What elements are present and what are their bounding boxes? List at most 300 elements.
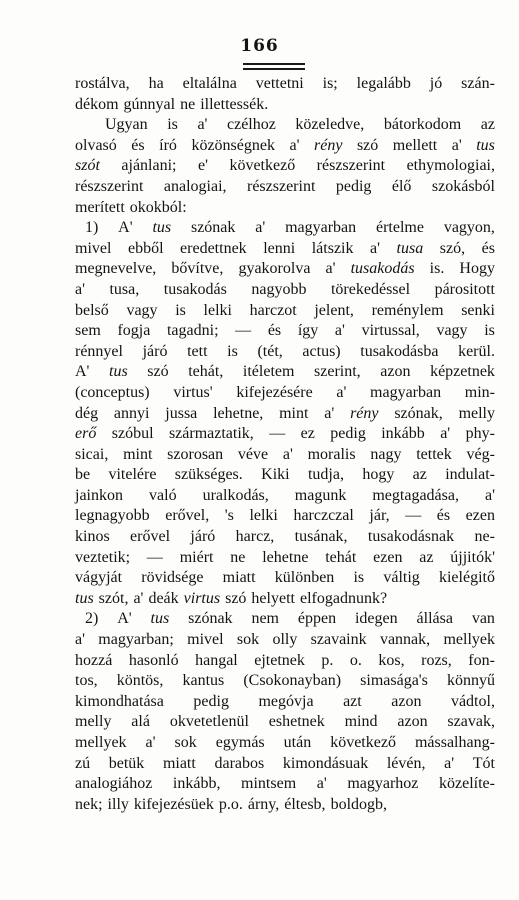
word: értelme — [376, 219, 424, 237]
word: egymás — [215, 734, 265, 751]
word: a' — [334, 322, 345, 340]
word: magunk — [294, 486, 347, 504]
word: közönségnek — [191, 136, 275, 154]
word: azon — [380, 363, 411, 381]
word: vagy — [436, 322, 468, 340]
word: illy — [107, 795, 129, 813]
word: rénnyel — [75, 342, 123, 360]
word: kimondhatása — [75, 692, 164, 710]
word: ajánlani; — [121, 157, 177, 175]
text-line — [75, 362, 495, 383]
word: bátorkodom — [383, 116, 462, 134]
word: phy- — [465, 425, 495, 443]
word: árny, — [247, 795, 280, 813]
word: mivel — [75, 239, 112, 257]
word: hangal — [195, 651, 238, 669]
word: megnevelve, — [75, 260, 157, 278]
word: tettek — [416, 445, 452, 463]
text-line — [75, 136, 495, 157]
word: és — [481, 239, 495, 257]
word: lehetne, — [213, 404, 264, 422]
word: pedig — [193, 692, 229, 710]
word: a' — [197, 116, 208, 134]
word: szónak — [188, 610, 233, 628]
word: is — [227, 342, 238, 360]
word: képzetnek — [430, 363, 495, 381]
word: könnyű — [446, 672, 495, 690]
word: moralis — [307, 445, 356, 463]
word: sem — [75, 322, 101, 340]
word: mellett — [392, 136, 438, 154]
word: belső — [75, 301, 109, 319]
text-line — [75, 527, 495, 548]
word: és — [131, 136, 145, 154]
word: tusának, — [294, 528, 348, 546]
word: 1) — [85, 219, 99, 237]
word: véve — [237, 445, 269, 463]
word: vágyját — [75, 569, 123, 587]
word: mint — [279, 404, 309, 422]
text-line — [75, 733, 495, 754]
word: azon — [391, 692, 422, 710]
word: a' — [145, 734, 156, 751]
text-line — [75, 692, 495, 713]
word: szó — [225, 589, 247, 607]
word: a' — [316, 775, 327, 793]
word: járó — [190, 528, 216, 546]
word: kinos — [75, 528, 110, 546]
text-line — [75, 301, 495, 322]
word: vagyon, — [443, 219, 495, 237]
word: lévén, — [386, 754, 426, 772]
word: uralkodás, — [202, 486, 269, 504]
word: reménylem — [371, 301, 444, 319]
word: (tét, — [257, 342, 283, 360]
word: itéletem — [242, 363, 295, 381]
text-line — [75, 548, 495, 569]
text-line — [75, 115, 495, 136]
word: pedig — [330, 425, 366, 443]
word: nem — [251, 610, 279, 628]
word: eshetnek — [268, 713, 325, 731]
word: harczczal — [293, 507, 354, 525]
header-rule-bottom — [243, 68, 305, 70]
text-line — [75, 651, 495, 672]
word: különben — [274, 569, 335, 587]
text-line — [75, 754, 495, 775]
text-line — [75, 774, 495, 795]
word: ebből — [127, 239, 164, 257]
word: tus — [150, 610, 170, 628]
word: miatt — [162, 754, 196, 772]
word: megtagadása, — [372, 486, 459, 504]
word: után — [283, 734, 312, 751]
word: tusakodásba — [360, 342, 439, 360]
word: rény — [313, 136, 343, 154]
word: kifejezésüek — [133, 795, 214, 813]
word: virtussal, — [361, 322, 420, 340]
word: mint — [123, 445, 153, 463]
word: törekedéssel — [330, 280, 411, 298]
word: melly — [75, 713, 112, 731]
text-line — [75, 712, 495, 733]
word: kielégitő — [438, 569, 495, 587]
word: tusa — [396, 239, 424, 257]
word: Tót — [472, 754, 495, 772]
word: szó, — [439, 239, 466, 257]
word: kantus — [182, 672, 225, 690]
word: miért — [179, 548, 214, 566]
word: tehát — [325, 548, 357, 566]
word: is — [175, 301, 186, 319]
word: a' — [75, 280, 85, 298]
word: veztetik; — [75, 548, 131, 566]
word: mintsem — [241, 775, 297, 793]
text-line — [75, 177, 495, 198]
word: erővel, — [165, 507, 210, 525]
word: vannak, — [379, 631, 431, 649]
word: pedig — [335, 177, 372, 195]
word: senki — [461, 301, 495, 319]
word: legnagyobb — [75, 507, 150, 525]
word: tusa, — [109, 280, 140, 298]
word: szavak, — [447, 713, 495, 731]
word: ne — [230, 548, 246, 566]
word: közelíte- — [438, 775, 495, 793]
word: sok — [236, 631, 260, 649]
text-line — [75, 795, 495, 816]
word: szóbul — [111, 425, 154, 443]
word: részszerint — [246, 177, 316, 195]
word: tett — [187, 342, 208, 360]
word: simasága's — [360, 672, 428, 690]
word: kerül. — [458, 342, 495, 360]
word: látszik — [311, 239, 354, 257]
word: gyakorolva — [238, 260, 311, 278]
word: — — [405, 507, 422, 525]
word: ne- — [474, 528, 495, 546]
word: szerint, — [314, 363, 361, 381]
text-line — [75, 280, 495, 301]
word: boldogb, — [330, 795, 388, 813]
word: ne — [180, 95, 196, 113]
word: tusakodás — [163, 280, 227, 298]
word: dég — [75, 404, 99, 422]
word: tusakodásnak — [367, 528, 455, 546]
word: legalább — [356, 75, 411, 92]
word: A' — [117, 610, 132, 628]
word: olvasó — [75, 136, 117, 154]
word: eredettnek — [180, 239, 247, 257]
word: is — [484, 322, 495, 340]
word: tus — [152, 219, 172, 237]
word: fogja — [117, 322, 151, 340]
word: tudja, — [307, 466, 344, 484]
word: o. — [349, 651, 362, 669]
text-line — [75, 74, 495, 95]
text-line — [75, 383, 495, 404]
word: mivel — [187, 631, 224, 649]
word: újjitók' — [450, 548, 495, 566]
word: a' — [325, 260, 336, 278]
word: kimondásuak — [282, 754, 369, 772]
word: eltalálna — [182, 75, 237, 92]
word: lenni — [263, 239, 296, 257]
word: olly — [272, 631, 298, 649]
word: nek; — [75, 795, 103, 813]
word: harczot — [249, 301, 297, 319]
word: erővel — [130, 528, 171, 546]
word: tus — [75, 589, 94, 607]
word: azt — [343, 692, 362, 710]
word: az — [419, 548, 434, 566]
text-line — [75, 198, 495, 219]
word: a' — [444, 754, 455, 772]
text-line — [75, 342, 495, 363]
word: vettetni — [255, 75, 304, 92]
word: 2) — [85, 610, 99, 628]
word: kos, — [378, 651, 405, 669]
word: ez — [300, 425, 315, 443]
word: jár, — [369, 507, 390, 525]
word: párositott — [434, 280, 495, 298]
word: tus — [476, 136, 495, 154]
word: járó — [142, 342, 168, 360]
word: is; — [322, 75, 338, 92]
word: szorosan — [167, 445, 224, 463]
word: miatt — [222, 569, 256, 587]
word: szót — [75, 157, 100, 175]
text-line — [75, 465, 495, 486]
text-line — [75, 218, 495, 239]
word: sicai, — [75, 445, 109, 463]
word: a' — [133, 589, 144, 607]
page-number: 166 — [240, 36, 279, 56]
word: Ugyan — [105, 116, 148, 134]
word: indulat- — [445, 466, 495, 484]
word: okokból: — [129, 198, 187, 216]
text-line — [75, 609, 495, 630]
word: A' — [75, 363, 90, 381]
word: állása — [416, 610, 453, 628]
word: betük — [108, 754, 145, 772]
word: nagyobb — [251, 280, 307, 298]
word: — — [146, 548, 163, 566]
text-line — [75, 445, 495, 466]
text-line — [75, 486, 495, 507]
word: actus) — [302, 342, 341, 360]
word: mind — [344, 713, 378, 731]
word: megóvja — [258, 692, 314, 710]
text-line — [75, 568, 495, 589]
word: darabos — [214, 754, 265, 772]
word: rozs, — [421, 651, 452, 669]
word: ezen — [373, 548, 403, 566]
word: a' — [289, 136, 300, 154]
word: (Csokonayban) — [243, 672, 342, 690]
word: melly — [458, 404, 495, 422]
word: virtus' — [173, 383, 213, 401]
text-line — [75, 239, 495, 260]
word: mellyek — [75, 734, 127, 751]
word: lelki — [203, 301, 232, 319]
text-line — [75, 671, 495, 692]
word: illettessék. — [200, 95, 269, 113]
text-line — [75, 424, 495, 445]
word: élő — [391, 177, 412, 195]
word: min- — [464, 383, 495, 401]
text-line — [75, 630, 495, 651]
word: a' — [255, 219, 266, 237]
word: Kiki — [261, 466, 290, 484]
header-rule-top — [243, 63, 305, 65]
word: be — [75, 466, 91, 484]
word: az — [412, 466, 427, 484]
word: bővítve, — [171, 260, 224, 278]
word: p.o. — [218, 795, 243, 813]
word: következő — [330, 734, 396, 751]
word: hasonló — [128, 651, 179, 669]
word: analogiai, — [163, 177, 227, 195]
word: való — [149, 486, 177, 504]
text-line — [75, 321, 495, 342]
word: a' — [75, 631, 85, 649]
word: magyarhoz — [347, 775, 419, 793]
word: lelki — [249, 507, 278, 525]
word: tus — [109, 363, 128, 381]
word: vitelére — [108, 466, 157, 484]
word: jelent, — [314, 301, 354, 319]
word: inkább, — [172, 775, 221, 793]
word: vagy — [126, 301, 158, 319]
word: — — [235, 322, 252, 340]
word: a' — [440, 425, 451, 443]
word: gúnnyal — [123, 95, 176, 113]
word: kifejezésére — [236, 383, 313, 401]
text-line — [75, 404, 495, 425]
word: (conceptus) — [75, 383, 150, 401]
word: az — [480, 116, 495, 134]
word: virtus — [183, 589, 221, 607]
word: a' — [451, 136, 462, 154]
text-line — [75, 589, 495, 610]
word: éltesb, — [284, 795, 326, 813]
word: azon — [397, 713, 428, 731]
word: jussa — [165, 404, 198, 422]
word: rövidsége — [141, 569, 204, 587]
word: ezen — [465, 507, 495, 525]
word: elfogadnunk? — [299, 589, 388, 607]
word: és — [436, 507, 451, 525]
word: váltig — [383, 569, 420, 587]
word: zú — [75, 754, 91, 772]
word: dékom — [75, 95, 119, 113]
word: a' — [370, 239, 381, 257]
word: — — [269, 425, 286, 443]
word: ethymologiai, — [406, 157, 495, 175]
word: így — [297, 322, 319, 340]
word: jó — [429, 75, 443, 92]
word: a' — [282, 445, 293, 463]
word: idegen — [354, 610, 398, 628]
word: fon- — [468, 651, 495, 669]
text-line — [75, 506, 495, 527]
word: szónak, — [394, 404, 443, 422]
word: van — [471, 610, 495, 628]
word: köntös, — [116, 672, 164, 690]
word: czélhoz — [227, 116, 276, 134]
word: is. — [429, 260, 445, 278]
word: is — [353, 569, 365, 587]
word: magyarban — [370, 383, 442, 401]
word: inkább — [381, 425, 425, 443]
word: tos, — [75, 672, 98, 690]
word: származtatik, — [168, 425, 254, 443]
word: Hogy — [459, 260, 495, 278]
word: a' — [336, 383, 347, 401]
word: mellyek — [443, 631, 495, 649]
word: szó — [356, 136, 379, 154]
word: vádtol, — [450, 692, 495, 710]
word: helyett — [251, 589, 295, 607]
word: merített — [75, 198, 125, 216]
word: analogiához — [75, 775, 153, 793]
word: magyarban — [285, 219, 357, 237]
word: hozzá — [75, 651, 113, 669]
word: szót, — [98, 589, 129, 607]
word: alá — [131, 713, 150, 731]
body-text — [75, 74, 495, 815]
word: szokásból — [431, 177, 495, 195]
word: harcz, — [235, 528, 275, 546]
word: részszerint — [316, 157, 386, 175]
word: tusakodás — [350, 260, 415, 278]
word: következő — [229, 157, 296, 175]
word: jainkon — [75, 486, 123, 504]
word: A' — [118, 219, 133, 237]
word: is — [167, 116, 178, 134]
word: ejtetnek — [254, 651, 305, 669]
word: éppen — [297, 610, 337, 628]
word: a' — [485, 486, 495, 504]
word: annyi — [113, 404, 150, 422]
text-line — [75, 259, 495, 280]
word: p. — [321, 651, 334, 669]
word: szükséges. — [174, 466, 243, 484]
word: e' — [197, 157, 208, 175]
word: szán- — [461, 75, 495, 92]
word: és — [267, 322, 282, 340]
word: író — [159, 136, 177, 154]
word: szó — [147, 363, 169, 381]
word: vég- — [466, 445, 495, 463]
word: erő — [75, 425, 97, 443]
text-line — [75, 156, 495, 177]
word: tagadni; — [166, 322, 219, 340]
word: sok — [174, 734, 197, 751]
word: deák — [148, 589, 179, 607]
text-line — [75, 95, 495, 116]
word: magyarban; — [98, 631, 174, 649]
word: hogy — [362, 466, 395, 484]
word: mássalhang- — [414, 734, 495, 751]
word: szónak — [190, 219, 236, 237]
word: nagy — [370, 445, 402, 463]
word: lehetne — [262, 548, 309, 566]
word: 's — [224, 507, 234, 525]
word: részszerint — [75, 177, 144, 195]
word: közeledve, — [295, 116, 365, 134]
